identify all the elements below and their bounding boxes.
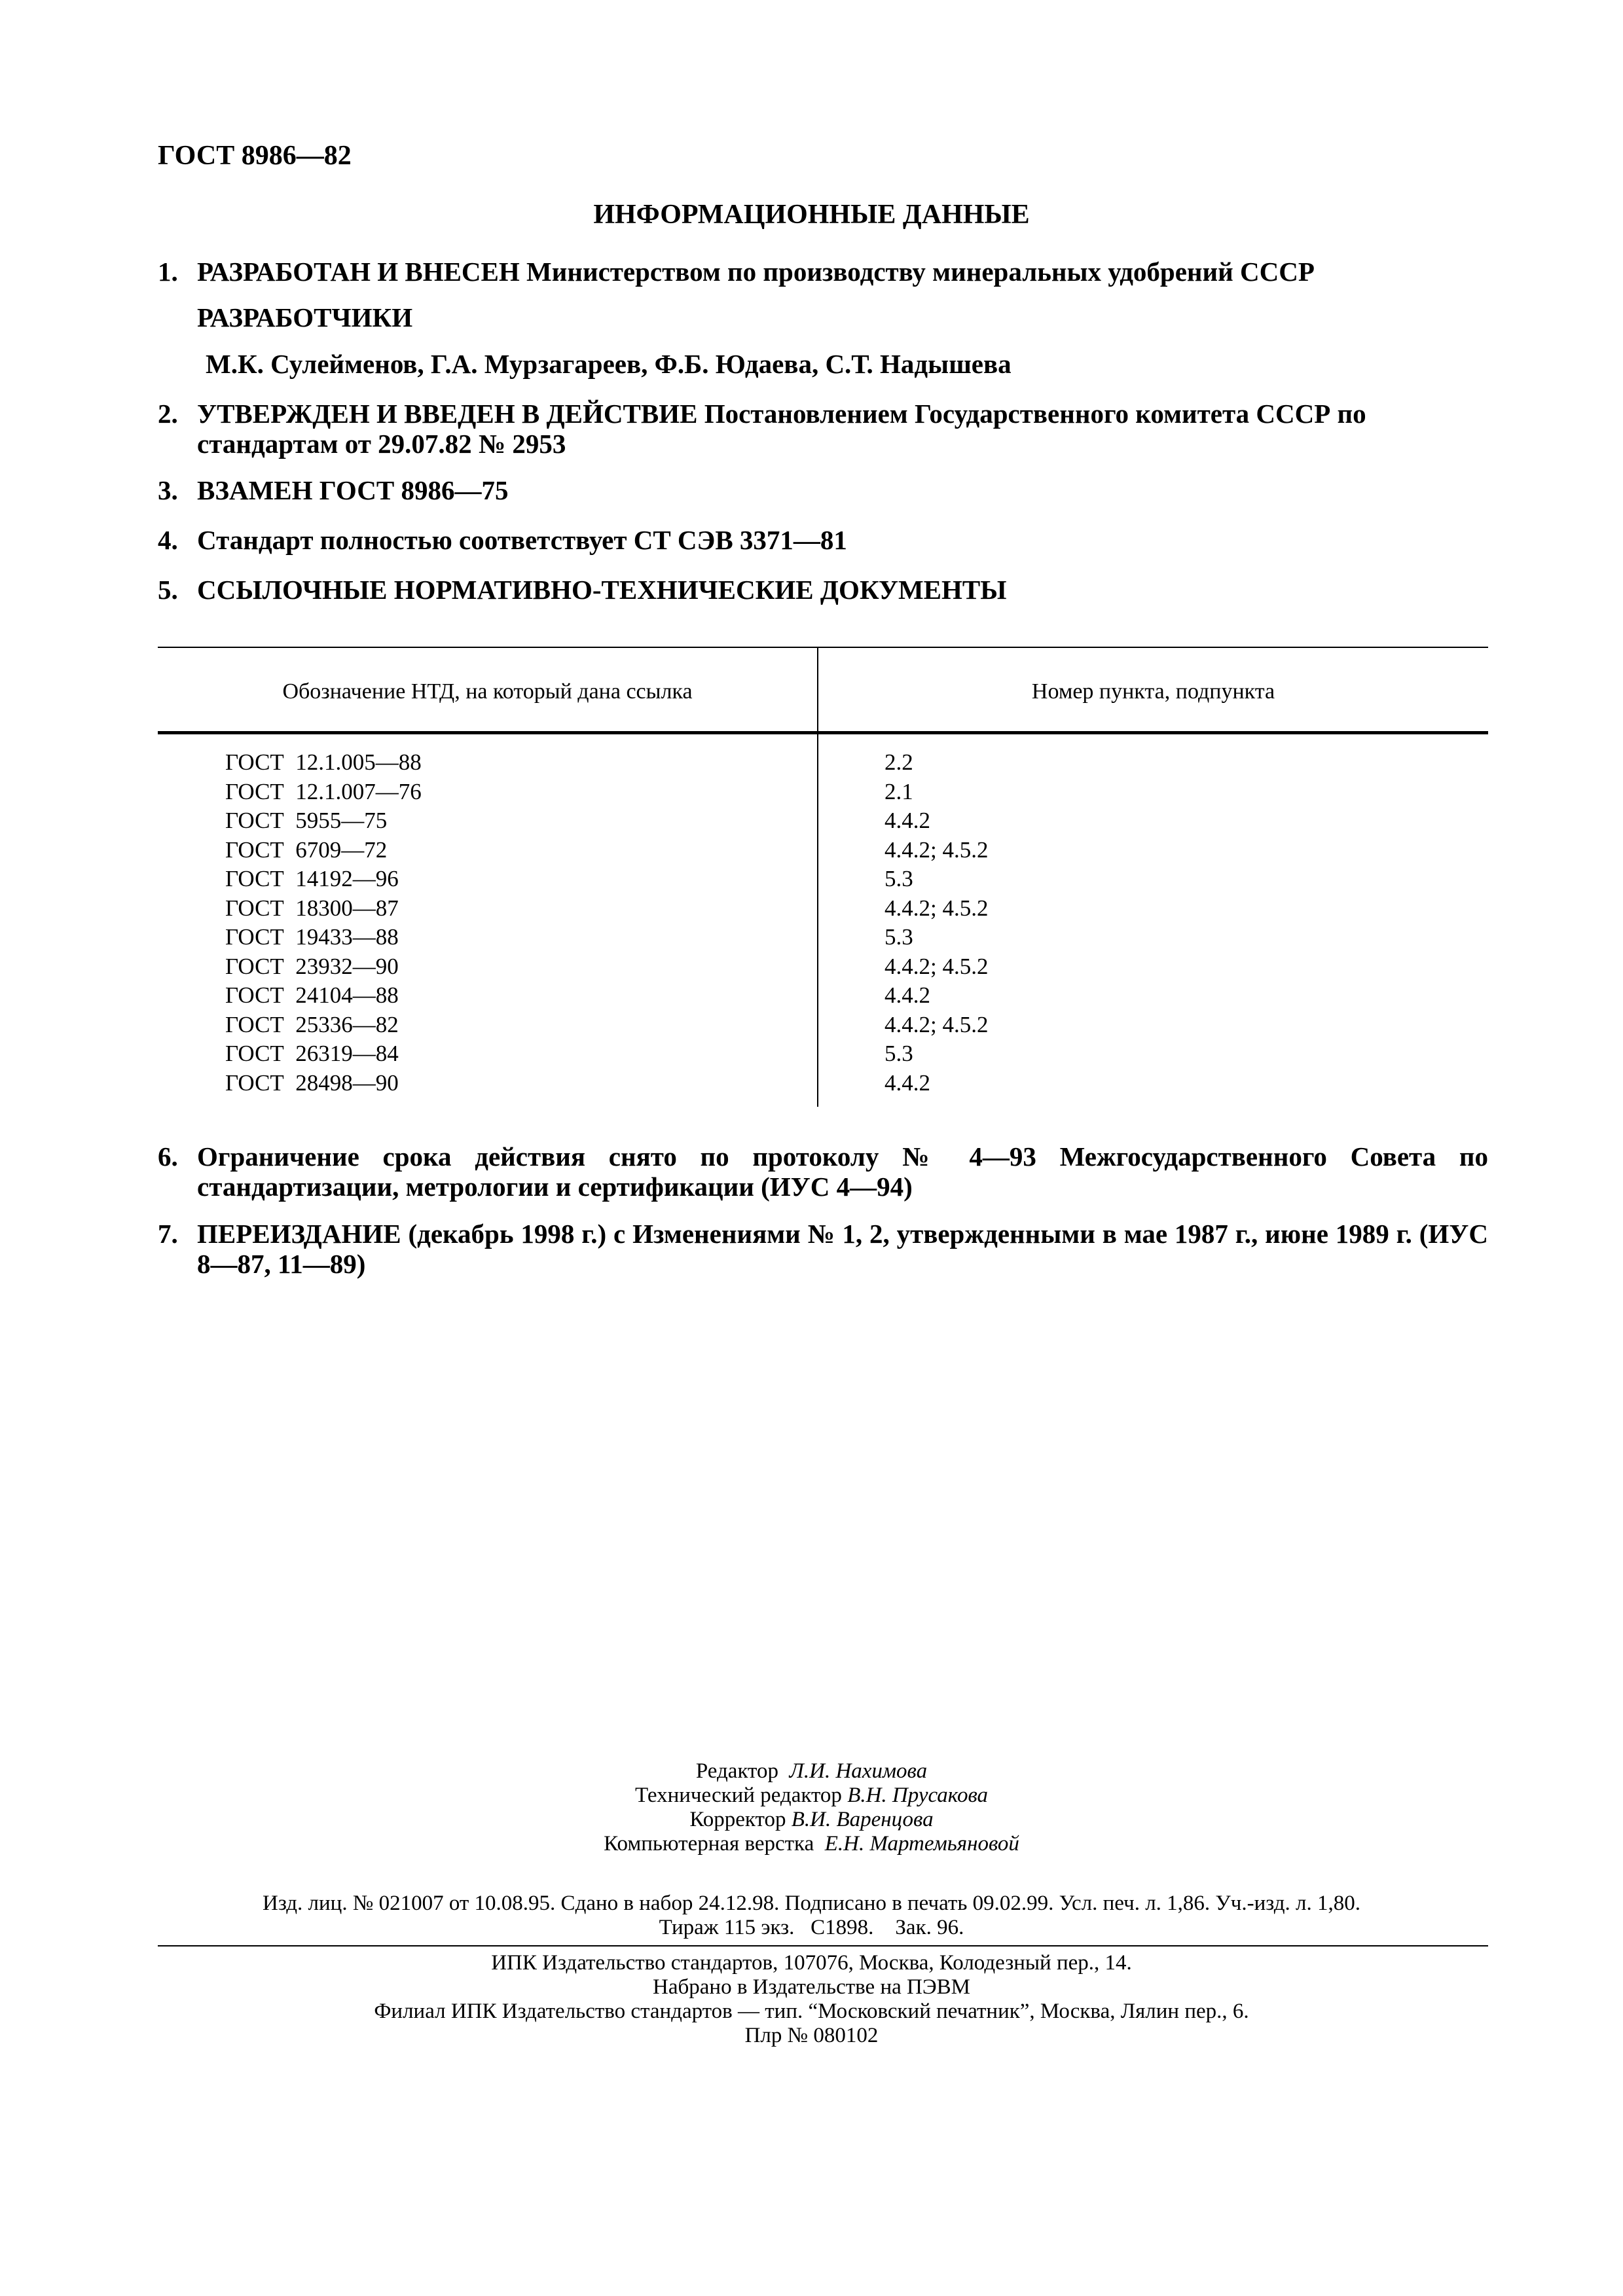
table-cell-designation: ГОСТ 28498—90	[225, 1069, 399, 1096]
table-column-divider	[817, 647, 818, 1107]
table-cell-designation: ГОСТ 12.1.007—76	[225, 778, 422, 804]
credit-name: Л.И. Нахимова	[789, 1759, 928, 1783]
item-number: 2.	[158, 399, 178, 429]
table-cell-clause: 5.3	[884, 924, 913, 950]
developers-names	[158, 349, 1488, 379]
publisher-line: Филиал ИПК Издательство стандартов — тип. “Московский печатник”, Москва, Лялин пер., 6.	[374, 2000, 1249, 2023]
item-text: Ограничение срока действия снято по протоколу № 4—93 Межгосударственного Совета по стандартизации, метрологии и сертификации (ИУС 4—94)	[197, 1141, 1488, 1202]
item-text: М.К. Сулейменов, Г.А. Мурзагареев, Ф.Б. Юдаева, С.Т. Надышева	[206, 349, 1012, 379]
table-cell-designation: ГОСТ 23932—90	[225, 953, 399, 979]
table-cell-clause: 2.2	[884, 749, 913, 775]
publisher-line: Набрано в Издательстве на ПЭВМ	[653, 1975, 970, 1999]
item-lead: ССЫЛОЧНЫЕ НОРМАТИВНО-ТЕХНИЧЕСКИЕ ДОКУМЕНТЫ	[197, 575, 1007, 605]
item-text: Стандарт полностью соответствует СТ СЭВ 3371—81	[197, 525, 847, 555]
item-lead: УТВЕРЖДЕН И ВВЕДЕН В ДЕЙСТВИЕ	[197, 399, 698, 429]
document-number: ГОСТ 8986—82	[158, 141, 352, 171]
publisher-line: ИПК Издательство стандартов, 107076, Москва, Колодезный пер., 14.	[491, 1951, 1132, 1975]
table-cell-designation: ГОСТ 12.1.005—88	[225, 749, 422, 775]
table-cell-designation: ГОСТ 25336—82	[225, 1011, 399, 1037]
table-cell-clause: 4.4.2	[884, 982, 930, 1008]
info-item-4	[158, 525, 1488, 555]
item-number: 5.	[158, 575, 178, 605]
table-top-rule	[158, 647, 1488, 648]
table-cell-designation: ГОСТ 6709—72	[225, 836, 388, 863]
item-lead: ВЗАМЕН ГОСТ 8986—75	[197, 475, 509, 505]
imprint-line: Тираж 115 экз. С1898. Зак. 96.	[659, 1916, 964, 1939]
table-column-clause	[884, 748, 988, 1098]
table-cell-clause: 4.4.2	[884, 1069, 930, 1096]
table-cell-clause: 5.3	[884, 1041, 913, 1066]
info-item-7	[158, 1219, 1488, 1279]
developers-label	[158, 302, 1488, 332]
table-cell-designation: ГОСТ 5955—75	[225, 808, 388, 833]
table-cell-designation: ГОСТ 26319—84	[225, 1041, 399, 1066]
imprint-block	[0, 1892, 1623, 1940]
table-cell-clause: 4.4.2; 4.5.2	[884, 895, 989, 921]
item-text: ПЕРЕИЗДАНИЕ (декабрь 1998 г.) с Изменениями № 1, 2, утвержденными в мае 1987 г., июне 1989 г. (ИУС 8—87, 11—89)	[197, 1219, 1488, 1279]
table-header-designation: Обозначение НТД, на который дана ссылка	[282, 679, 693, 704]
info-item-1	[158, 257, 1488, 287]
credit-name: В.Н. Прусакова	[847, 1784, 989, 1807]
table-cell-clause: 5.3	[884, 866, 913, 891]
credit-name: Е.Н. Мартемьяновой	[824, 1832, 1019, 1856]
item-lead: РАЗРАБОТЧИКИ	[197, 302, 413, 332]
table-header-rule	[158, 731, 1488, 734]
publisher-block	[0, 1951, 1623, 2048]
credit-layout	[0, 1832, 1623, 1856]
item-number: 3.	[158, 475, 178, 505]
publisher-line: Плр № 080102	[744, 2024, 879, 2047]
info-item-3	[158, 475, 1488, 505]
credit-editor	[0, 1759, 1623, 1784]
item-text: Министерством по производству минеральных удобрений СССР	[526, 257, 1315, 287]
item-number: 7.	[158, 1219, 178, 1249]
table-cell-clause: 4.4.2	[884, 808, 930, 833]
credit-role: Компьютерная верстка	[604, 1832, 814, 1856]
item-number: 4.	[158, 525, 178, 555]
credit-corrector	[0, 1808, 1623, 1832]
item-lead: РАЗРАБОТАН И ВНЕСЕН	[197, 257, 520, 287]
section-heading: ИНФОРМАЦИОННЫЕ ДАННЫЕ	[593, 200, 1030, 230]
imprint-rule	[158, 1945, 1488, 1946]
credit-role: Редактор	[695, 1759, 779, 1783]
item-number: 1.	[158, 257, 178, 287]
item-text: Постановлением Государственного комитета СССР по стандартам от 29.07.82 № 2953	[197, 399, 1366, 459]
imprint-line: Изд. лиц. № 021007 от 10.08.95. Сдано в набор 24.12.98. Подписано в печать 09.02.99. Усл. печ. л. 1,86. Уч.-изд. л. 1,80.	[262, 1892, 1360, 1915]
table-cell-designation: ГОСТ 24104—88	[225, 982, 399, 1008]
credits-block	[0, 1759, 1623, 1856]
table-cell-clause: 4.4.2; 4.5.2	[884, 836, 989, 863]
table-cell-designation: ГОСТ 19433—88	[225, 924, 399, 950]
info-item-5	[158, 575, 1488, 605]
table-cell-clause: 4.4.2; 4.5.2	[884, 1011, 989, 1037]
table-cell-designation: ГОСТ 18300—87	[225, 895, 399, 921]
table-cell-clause: 2.1	[884, 778, 913, 804]
table-cell-clause: 4.4.2; 4.5.2	[884, 953, 989, 979]
table-cell-designation: ГОСТ 14192—96	[225, 866, 399, 891]
info-item-6	[158, 1141, 1488, 1202]
item-number: 6.	[158, 1141, 178, 1172]
credit-name: В.И. Варенцова	[791, 1808, 934, 1831]
credit-role: Технический редактор	[634, 1784, 842, 1807]
table-column-designation	[225, 748, 422, 1098]
info-item-2	[158, 399, 1488, 459]
credit-role: Корректор	[689, 1808, 786, 1831]
credit-tech-editor	[0, 1784, 1623, 1808]
table-header-clause: Номер пункта, подпункта	[1031, 679, 1275, 704]
